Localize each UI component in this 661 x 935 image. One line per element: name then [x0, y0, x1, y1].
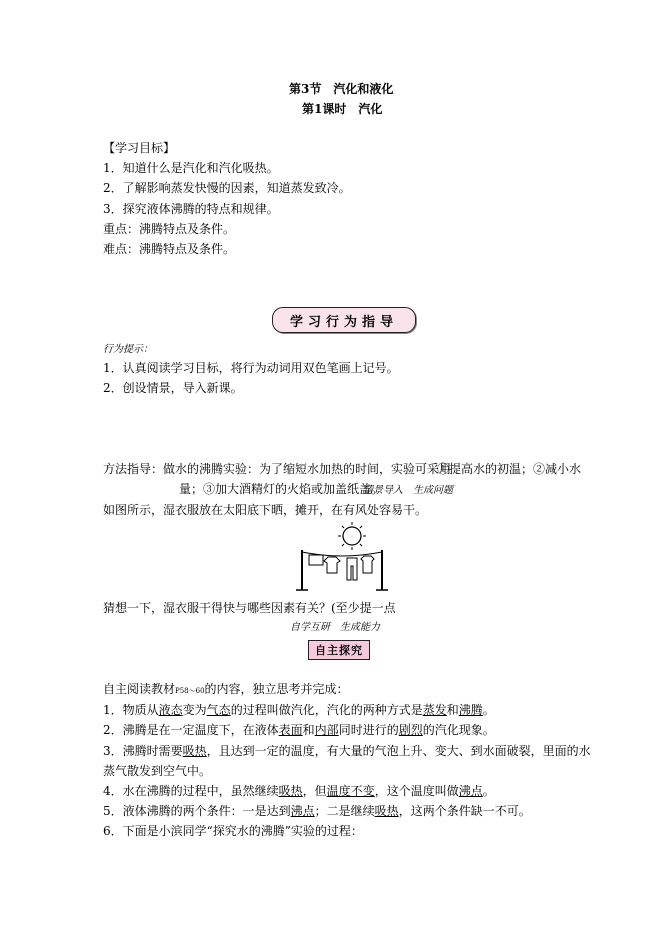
section-hint: 自学互研 生成能力 [290, 622, 380, 633]
hint-label: 行为提示： [103, 344, 153, 355]
question-2: 2．沸腾是在一定温度下，在液体表面和内部同时进行的剧烈的汽化现象。 [103, 723, 495, 737]
question-text: 猜想一下，湿衣服干得快与哪些因素有关？(至少提一点 [103, 601, 396, 615]
objective-item: 2．了解影响蒸发快慢的因素，知道蒸发致冷。 [103, 181, 351, 195]
sun-icon [338, 522, 366, 550]
self-study-intro: 自主阅读教材P58～60的内容，独立思考并完成： [103, 682, 349, 696]
objective-item: 1．知道什么是汽化和汽化吸热。 [103, 161, 279, 175]
clothesline-illustration [292, 520, 397, 592]
section-title: 第3节 汽化和液化 [289, 82, 394, 96]
self-explore-tag: 自主探究 [308, 640, 370, 660]
question-3-cont: 蒸气散发到空气中。 [103, 764, 212, 778]
question-3: 3．沸腾时需要吸热，且达到一定的温度，有大量的气泡上升、变大、到水面破裂，里面的水 [103, 744, 591, 758]
key-point: 重点：沸腾特点及条件。 [103, 222, 236, 236]
guidance-item: 2．创设情景，导入新课。 [103, 381, 243, 395]
scene-description: 如图所示，湿衣服放在太阳底下晒，摊开，在有风处容易干。 [103, 503, 428, 517]
question-4: 4．水在沸腾的过程中，虽然继续吸热，但温度不变，这个温度叫做沸点。 [103, 784, 495, 798]
method-text-cont: 量；③加大酒精灯的火焰或加盖纸盖。 [179, 482, 384, 496]
section-hint: 情景导入 生成问题 [363, 485, 453, 496]
guidance-item: 1．认真阅读学习目标，将行为动词用双色笔画上记号。 [103, 361, 399, 375]
difficult-point: 难点：沸腾特点及条件。 [103, 242, 236, 256]
objectives-heading: 【学习目标】 [103, 141, 176, 155]
question-5: 5．液体沸腾的两个条件：一是达到沸点；二是继续吸热，这两个条件缺一不可。 [103, 804, 531, 818]
lesson-title: 第1课时 汽化 [302, 102, 383, 116]
objective-item: 3．探究液体沸腾的特点和规律。 [103, 202, 279, 216]
section-banner: 学习行为指导 [272, 307, 416, 333]
question-1: 1．物质从液态变为气态的过程叫做汽化，汽化的两种方式是蒸发和沸腾。 [103, 703, 495, 717]
method-text: 方法指导：做水的沸腾实验：为了缩短水加热的时间，实验可采用①提高水的初温；②减小水 [103, 462, 582, 476]
question-6: 6．下面是小滨同学“探究水的沸腾”实验的过程： [103, 824, 363, 838]
